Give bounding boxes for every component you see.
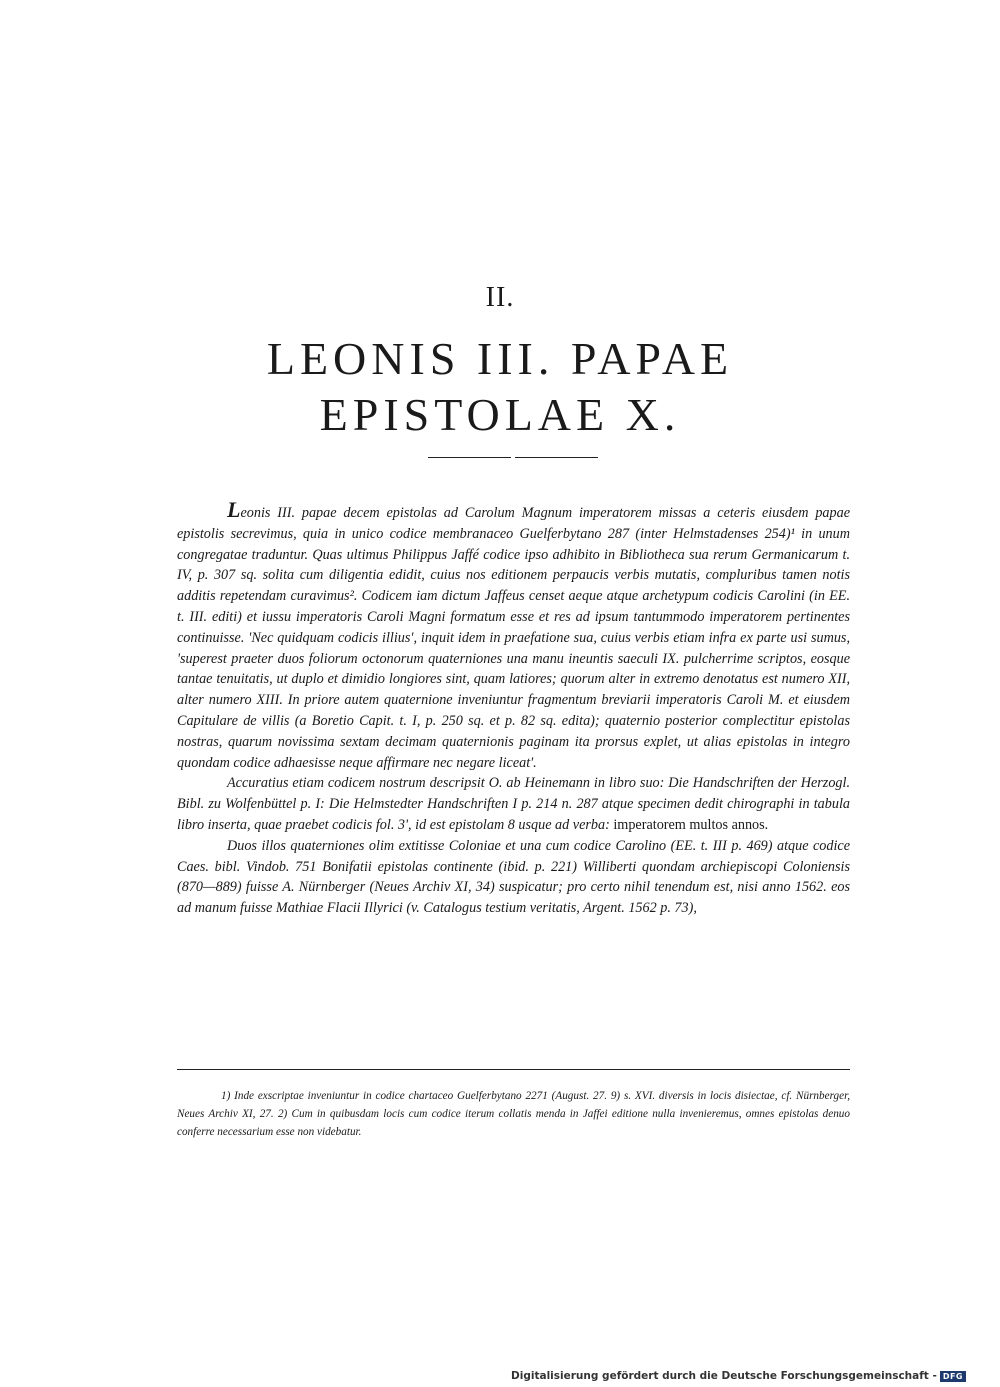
chapter-number: II. <box>485 282 515 313</box>
title-line-2: EPISTOLAE X. <box>319 389 681 440</box>
paragraph-3-text: Duos illos quaterniones olim extitisse Coloniae et una cum codice Carolino (EE. t. III p. 469) atque codice Caes. bibl. Vindob. 751 Bonifatii epistolas continente (ibid. p. 221) Williberti quondam archiepiscopi Coloniensis (870—889) fuisse A. Nürnberger (Neues Archiv XI, 34) suspicatur; pro certo nihil tenendum est, nisi anno 1562. eos ad manum fuisse Mathiae Flacii Illyrici (v. Catalogus testium veritatis, Argent. 1562 p. 73), <box>177 837 850 917</box>
funding-credit <box>511 1370 966 1382</box>
paragraph-2-text: Accuratius etiam codicem nostrum descripsit O. ab Heinemann in libro suo: Die Handschriften der Herzogl. Bibl. zu Wolfenbüttel p. I: Die Helmstedter Handschriften I p. 214 n. 287 atque specimen dedit chirographi in tabula libro inserta, quae praebet codicis fol. 3', id est epistolam 8 usque ad verba: <box>177 775 850 833</box>
footnote-separator <box>177 1069 850 1070</box>
initial-letter: L <box>227 497 241 522</box>
footnote-text: 1) Inde exscriptae inveniuntur in codice chartaceo Guelferbytano 2271 (August. 27. 9) s. XVI. diversis in locis disiectae, cf. Nürnberger, Neues Archiv XI, 27. 2) Cum in quibusdam locis cum codice iterum collatis menda in Jaffei editione nulla invenieremus, omnes epistolas denuo conferre necessarium esse non videbatur. <box>177 1090 850 1138</box>
credit-text: Digitalisierung gefördert durch die Deutsche Forschungsgemeinschaft - <box>511 1370 937 1382</box>
ornament-segment-left <box>428 457 511 459</box>
ornament-segment-right <box>515 457 598 459</box>
paragraph-2-quote: imperatorem multos annos. <box>613 816 769 833</box>
ornamental-rule <box>428 457 598 459</box>
footnotes <box>177 1087 850 1141</box>
paragraph-1-text: eonis III. papae decem epistolas ad Carolum Magnum imperatorem missas a ceteris eiusdem papae epistolis secrevimus, quia in unico codice membranaceo Guelferbytano 287 (inter Helmstadenses 254)¹ in unum congregatae traduntur. Quas ultimus Philippus Jaffé codice ipso adhibito in Bibliotheca sua rerum Germanicarum t. IV, p. 307 sq. solita cum diligentia edidit, cuius nos editionem perpaucis verbis mutatis, compluribus tamen notis additis repetendam curavimus². Codicem iam dictum Jaffeus censet aeque atque archetypum codicis Carolini (in EE. t. III. editi) et iussu imperatoris Caroli Magni formatum esse et res ad ipsum tantummodo imperatorem pertinentes continuisse. 'Nec quidquam codicis illius', inquit idem in praefatione sua, cuius verbis etiam infra ex parte usi sumus, 'superest praeter duos foliorum octonorum quaterniones una manu ineuntis saeculi IX. pulcherrime scriptos, eosque tantae tenuitatis, ut duplo et dimidio longiores sint, quam latiores; quorum alter in extremo denotatus est numero XII, alter numero XIII. In priore autem quaternione inveniuntur fragmentum breviarii imperatoris Caroli M. et eiusdem Capitulare de villis (a Boretio Capit. t. I, p. 250 sq. et p. 82 sq. edita); quaternio posterior complectitur epistolas nostras, quarum novissima sextam decimam quaternionis paginam ita prorsus explet, ut alias epistolas in integro quondam codice adhaesisse neque affirmare nec negare liceat'. <box>177 505 850 771</box>
body-text <box>177 497 850 919</box>
title-line-1: LEONIS III. PAPAE <box>266 333 734 384</box>
paragraph-1 <box>177 497 850 773</box>
paragraph-2 <box>177 773 850 835</box>
dfg-logo: DFG <box>940 1371 966 1382</box>
paragraph-3 <box>177 836 850 919</box>
